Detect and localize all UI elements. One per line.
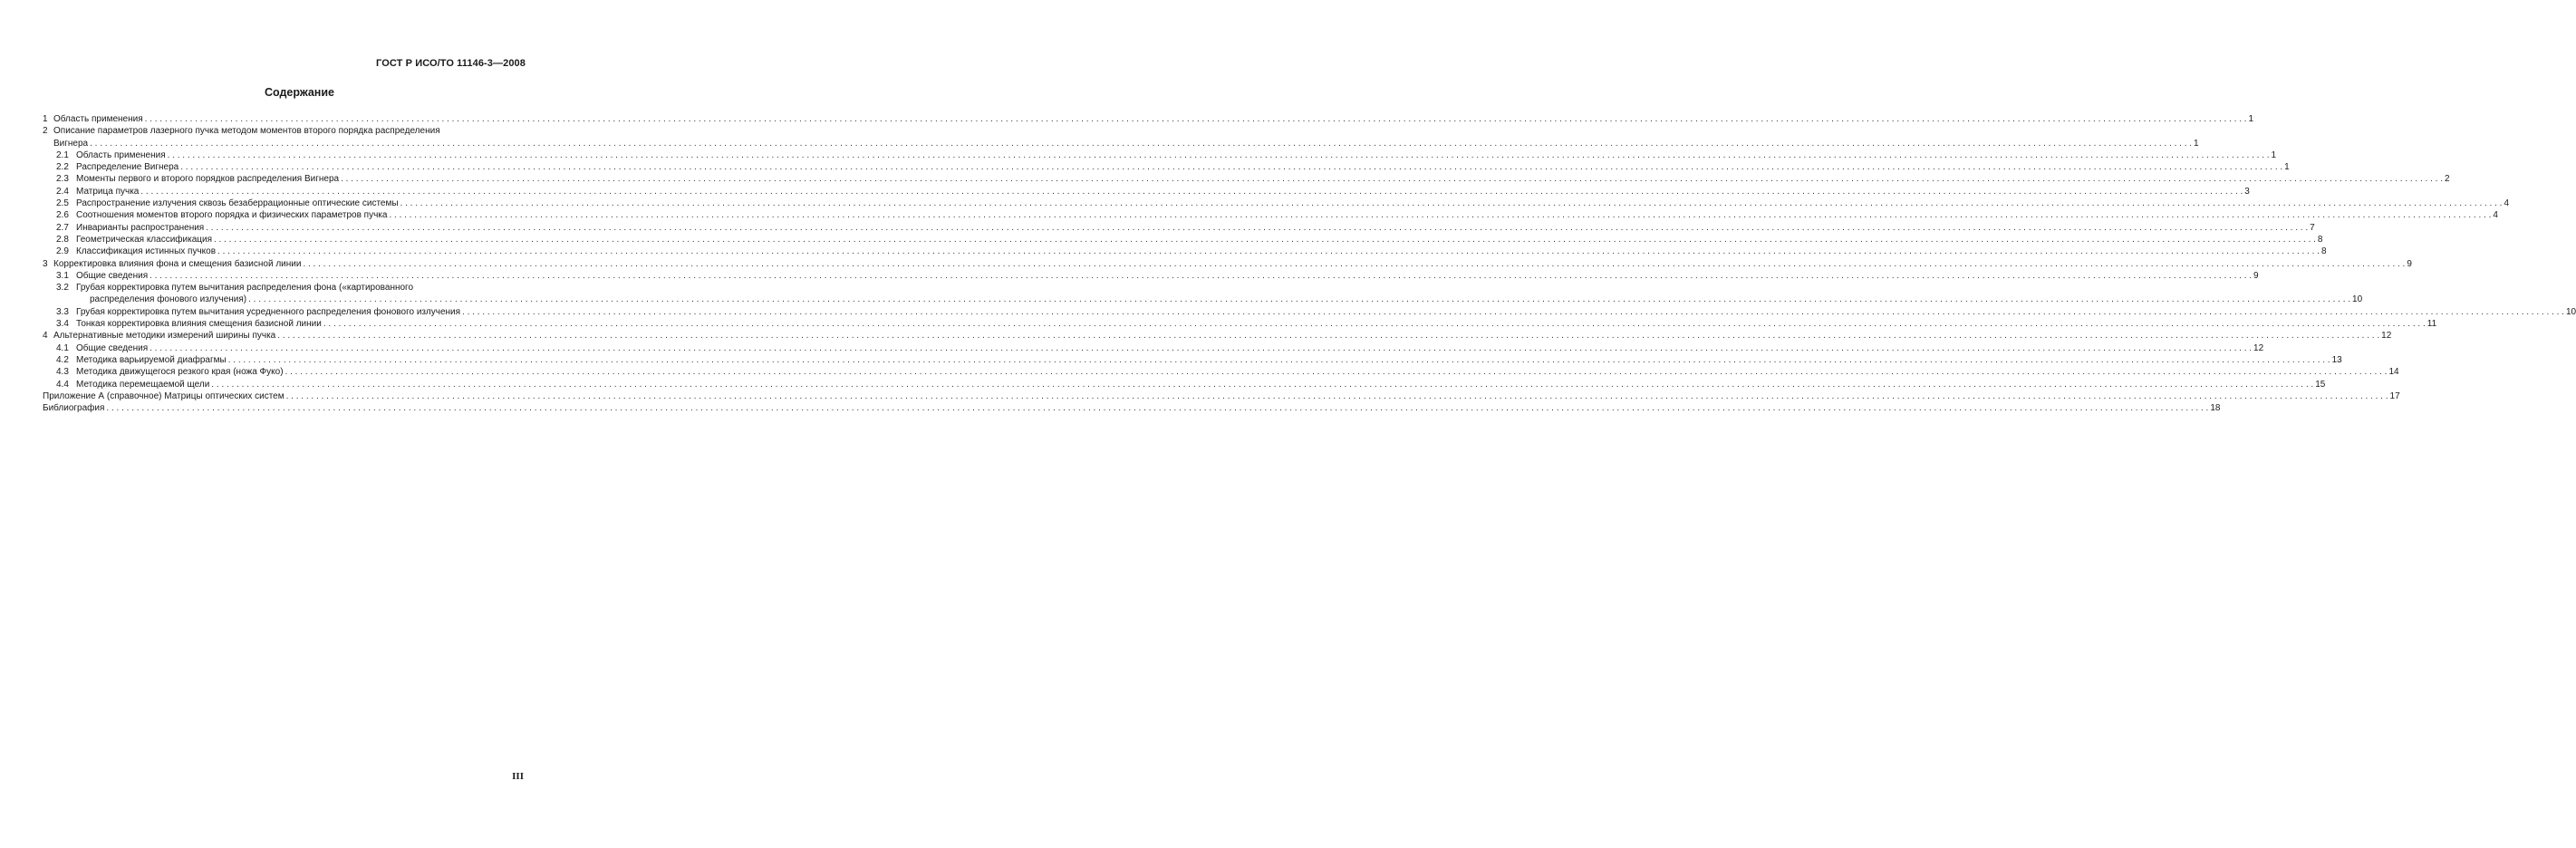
toc-entry-number: 3.3 (56, 306, 69, 317)
toc-entry[interactable] (43, 209, 2498, 221)
toc-entry-title: Распространение излучения сквозь безаберрационные оптические системы (76, 198, 399, 209)
toc-entry-title: Инварианты распространения (76, 222, 205, 233)
toc-entry-page: 13 (2331, 354, 2342, 365)
toc-entry[interactable] (43, 222, 2315, 234)
toc-entry[interactable] (43, 354, 2342, 366)
toc-entry-number: 3.4 (56, 319, 69, 330)
toc-entry-page: 1 (2248, 114, 2254, 124)
toc-leader-dots (389, 209, 2491, 221)
toc-entry-page: 8 (2320, 246, 2327, 257)
toc-leader-dots (285, 366, 2388, 378)
toc-entry-page: 7 (2310, 222, 2315, 233)
toc-entry-title: Распределение Вигнера (76, 162, 179, 173)
toc-entry-number: 4 (43, 331, 48, 342)
toc-leader-dots (286, 390, 2388, 402)
toc-entry[interactable] (43, 161, 2290, 173)
toc-entry-page: 17 (2389, 390, 2400, 401)
toc-entry-page: 4 (2504, 198, 2510, 209)
toc-leader-dots (217, 246, 2320, 257)
toc-entry[interactable] (43, 246, 2327, 257)
toc-entry[interactable] (43, 258, 2412, 270)
toc-entry-title: Библиография (43, 403, 105, 414)
toc-entry-page: 18 (2210, 403, 2221, 414)
toc-entry-number: 4.2 (56, 354, 69, 365)
toc-entry-title: Приложение А (справочное) Матрицы оптических систем (43, 390, 285, 401)
toc-leader-dots (228, 354, 2330, 366)
toc-entry-number: 2 (43, 126, 48, 137)
toc-entry[interactable] (43, 125, 2199, 149)
toc-entry[interactable] (43, 342, 2264, 354)
toc-entry-page: 12 (2253, 342, 2264, 353)
toc-entry-page: 12 (2381, 331, 2392, 342)
toc-entry-page: 4 (2493, 210, 2498, 221)
toc-entry-title: Корректировка влияния фона и смещения базисной линии (53, 258, 302, 269)
toc-leader-dots (106, 402, 2208, 414)
toc-entry-number: 1 (43, 114, 48, 124)
toc-entry-title: Общие сведения (76, 342, 149, 353)
toc-leader-dots (277, 330, 2379, 342)
toc-entry[interactable] (43, 186, 2250, 198)
toc-entry[interactable] (43, 306, 2576, 318)
toc-leader-dots (303, 258, 2405, 270)
toc-entry-number: 4.3 (56, 367, 69, 378)
toc-entry-title: Геометрическая классификация (76, 234, 212, 245)
toc-entry-title: Описание параметров лазерного пучка методом моментов второго порядка распределения (53, 126, 440, 137)
toc-leader-dots (400, 198, 2503, 209)
toc-entry[interactable] (43, 282, 2363, 306)
toc-entry-number: 2.7 (56, 222, 69, 233)
toc-entry-page: 10 (2352, 294, 2363, 305)
toc-leader-dots (211, 379, 2313, 390)
toc-entry-title: Тонкая корректировка влияния смещения базисной линии (76, 319, 322, 330)
toc-entry-title: Общие сведения (76, 270, 149, 281)
toc-entry-title: Соотношения моментов второго порядка и физических параметров пучка (76, 210, 388, 221)
toc-leader-dots (323, 318, 2426, 330)
toc-entry-title: Моменты первого и второго порядков распределения Вигнера (76, 174, 340, 185)
toc-leader-dots (341, 173, 2443, 185)
toc-entry-title: Грубая корректировка путем вычитания усредненного распределения фонового излучения (76, 306, 461, 317)
table-of-contents (43, 113, 2576, 414)
toc-leader-dots (150, 270, 2252, 282)
toc-leader-dots (168, 149, 2270, 161)
toc-entry-number: 2.5 (56, 198, 69, 209)
toc-entry-title: Классификация истинных пучков (76, 246, 217, 257)
toc-entry-title: Методика варьируемой диафрагмы (76, 354, 227, 365)
toc-entry[interactable] (43, 198, 2510, 209)
toc-entry-page: 1 (2284, 162, 2290, 173)
toc-entry-page: 10 (2565, 306, 2576, 317)
toc-entry[interactable] (43, 330, 2392, 342)
toc-entry-page: 11 (2426, 319, 2437, 330)
toc-leader-dots (214, 234, 2316, 246)
toc-entry-title: Методика движущегося резкого края (ножа Фуко) (76, 367, 284, 378)
toc-entry-page: 9 (2407, 258, 2412, 269)
toc-entry-title: Методика перемещаемой щели (76, 379, 210, 390)
toc-entry-title-continued: распределения фонового излучения) (90, 294, 247, 305)
toc-entry-title: Альтернативные методики измерений ширины пучка (53, 331, 276, 342)
toc-entry-number: 2.1 (56, 149, 69, 160)
toc-entry[interactable] (43, 149, 2277, 161)
toc-entry-title: Область применения (76, 149, 166, 160)
toc-entry-number: 3 (43, 258, 48, 269)
toc-entry-page: 1 (2271, 149, 2277, 160)
toc-entry-number: 2.6 (56, 210, 69, 221)
toc-entry[interactable] (43, 113, 2254, 125)
toc-leader-dots (206, 222, 2308, 234)
toc-leader-dots (90, 138, 2192, 149)
toc-entry-number: 3.1 (56, 270, 69, 281)
page-number: III (512, 771, 524, 782)
toc-entry-page: 9 (2253, 270, 2259, 281)
toc-leader-dots (248, 294, 2350, 305)
toc-leader-dots (140, 186, 2243, 198)
toc-entry-number: 4.1 (56, 342, 69, 353)
toc-entry-number: 2.3 (56, 174, 69, 185)
toc-entry-page: 1 (2194, 138, 2199, 149)
toc-entry-page: 2 (2445, 174, 2450, 185)
toc-entry[interactable] (43, 390, 2400, 402)
toc-entry[interactable] (43, 173, 2450, 185)
toc-entry-number: 2.4 (56, 186, 69, 197)
toc-leader-dots (462, 306, 2564, 318)
toc-entry-title: Грубая корректировка путем вычитания распределения фона («картированного (76, 283, 414, 294)
toc-entry-page: 3 (2244, 186, 2250, 197)
toc-entry[interactable] (43, 402, 2221, 414)
toc-leader-dots (145, 113, 2247, 125)
toc-entry-number: 2.8 (56, 234, 69, 245)
toc-entry-number: 4.4 (56, 379, 69, 390)
toc-entry[interactable] (43, 366, 2399, 378)
toc-entry-number: 2.9 (56, 246, 69, 257)
toc-entry[interactable] (43, 270, 2259, 282)
document-code: ГОСТ Р ИСО/ТО 11146-3—2008 (376, 58, 526, 69)
toc-entry-page: 15 (2315, 379, 2326, 390)
toc-entry[interactable] (43, 318, 2437, 330)
toc-entry[interactable] (43, 234, 2323, 246)
toc-leader-dots (180, 161, 2282, 173)
toc-entry-title: Матрица пучка (76, 186, 140, 197)
toc-title: Содержание (264, 86, 334, 99)
toc-entry-number: 2.2 (56, 162, 69, 173)
toc-entry-page: 14 (2388, 367, 2399, 378)
toc-entry-title: Область применения (53, 114, 143, 124)
toc-entry-number: 3.2 (56, 283, 69, 294)
toc-entry-title-continued: Вигнера (53, 138, 89, 149)
toc-leader-dots (150, 342, 2252, 354)
toc-entry-page: 8 (2317, 234, 2323, 245)
toc-entry[interactable] (43, 379, 2326, 390)
